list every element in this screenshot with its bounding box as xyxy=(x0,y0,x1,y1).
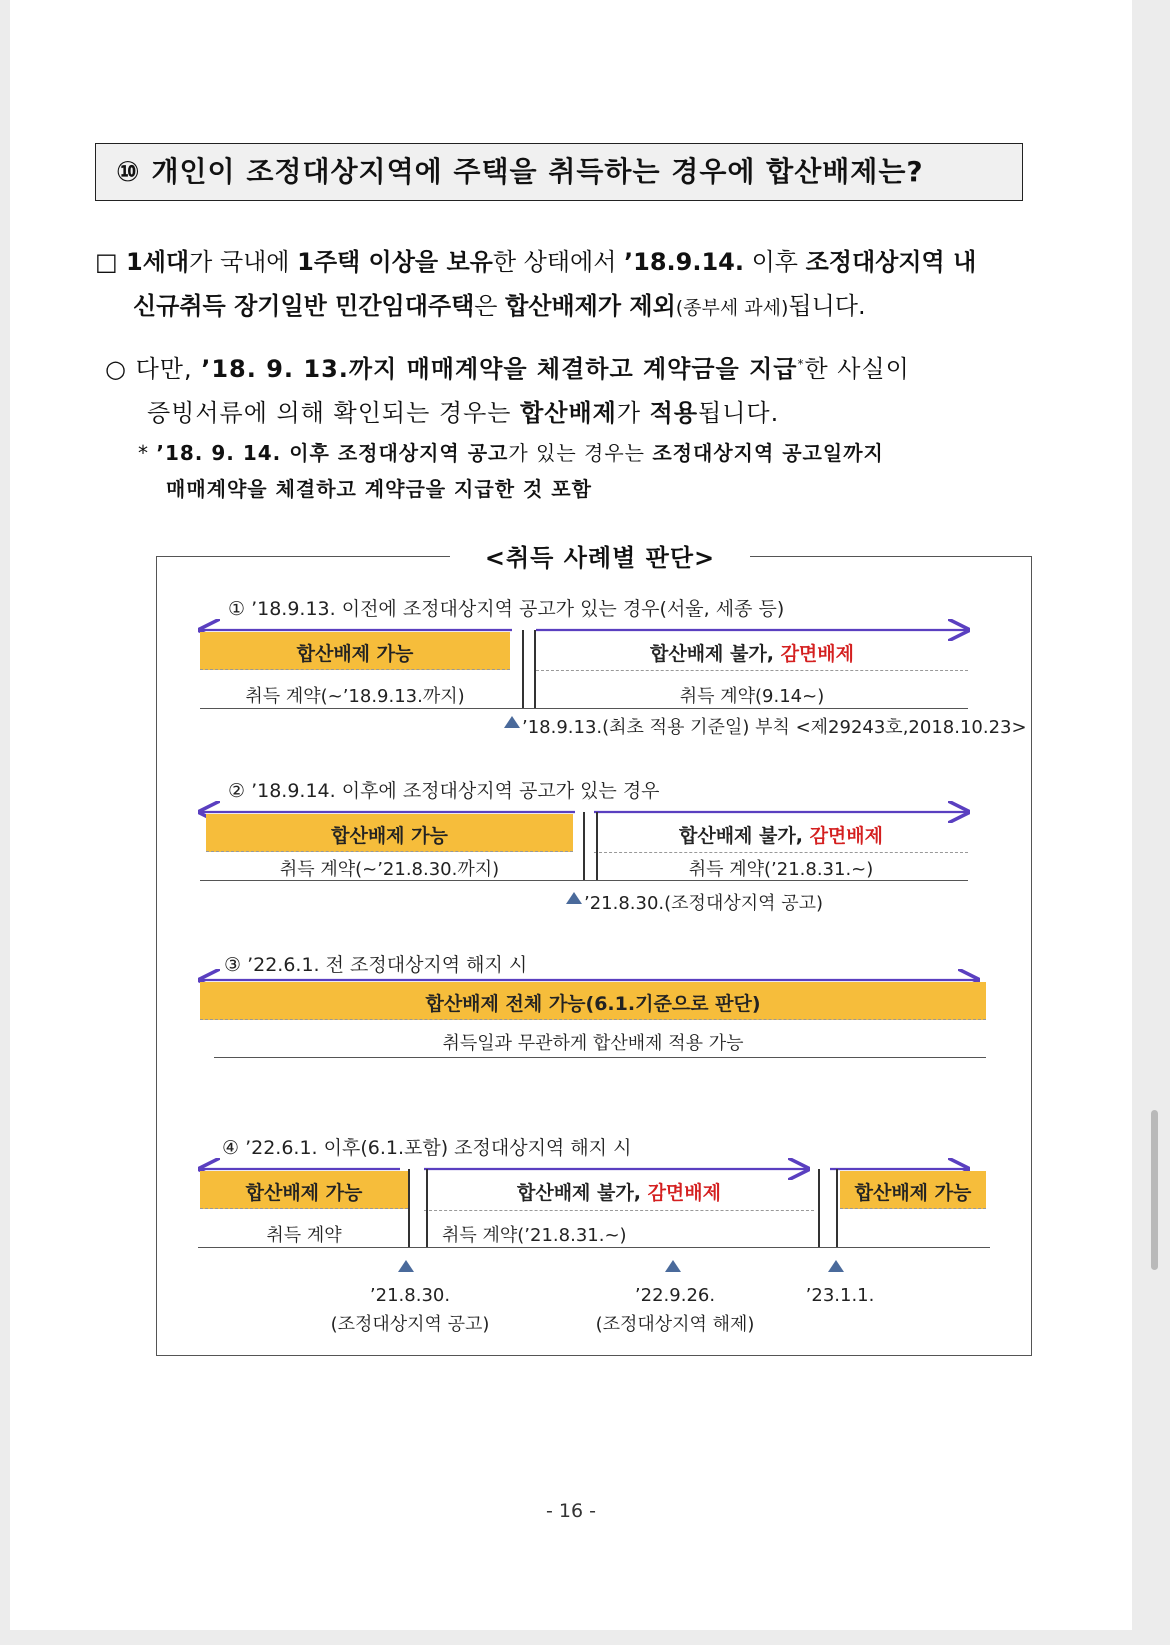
exception-paragraph-line-1: ○ 다만, ’18. 9. 13.까지 매매계약을 체결하고 계약금을 지급*한 사실이 xyxy=(105,355,910,383)
circle-bullet: ○ xyxy=(105,355,127,383)
case1-left-label: 합산배제 가능 xyxy=(296,643,414,665)
case4-marker3-date: ’23.1.1. xyxy=(805,1285,875,1306)
case4-right-label: 합산배제 가능 xyxy=(854,1182,972,1204)
case2-left-label: 합산배제 가능 xyxy=(331,825,448,847)
section-title: ⑩ 개인이 조정대상지역에 주택을 취득하는 경우에 합산배제는? xyxy=(95,143,1023,201)
main-paragraph-line-1: □ 1세대가 국내에 1주택 이상을 보유한 상태에서 ’18.9.14. 이후 조정대상지역 내 xyxy=(95,248,977,276)
vertical-scrollbar[interactable] xyxy=(1151,1110,1158,1270)
case4-marker1-date: ’21.8.30. xyxy=(369,1285,451,1306)
case2-right-label: 합산배제 불가, 감면배제 xyxy=(679,825,883,847)
case3-label: 합산배제 전체 가능(6.1.기준으로 판단) xyxy=(425,993,761,1015)
main-paragraph-line-2: 신규취득 장기일반 민간임대주택은 합산배제가 제외(종부세 과세)됩니다. xyxy=(133,292,866,320)
case4-marker1-icon xyxy=(398,1260,414,1272)
case1-right-label: 합산배제 불가, 감면배제 xyxy=(650,643,854,665)
case4-marker2-note: (조정대상지역 해제) xyxy=(595,1314,755,1335)
checkbox-bullet: □ xyxy=(95,248,118,276)
case2-caption: ② ’18.9.14. 이후에 조정대상지역 공고가 있는 경우 xyxy=(228,780,660,802)
page-number: - 16 - xyxy=(546,1500,596,1522)
case1-marker-icon xyxy=(504,716,520,728)
case3-caption: ③ ’22.6.1. 전 조정대상지역 해지 시 xyxy=(224,954,528,976)
case4-marker2-icon xyxy=(665,1260,681,1272)
exception-paragraph-line-2: 증빙서류에 의해 확인되는 경우는 합산배제가 적용됩니다. xyxy=(147,399,780,427)
case3-sub: 취득일과 무관하게 합산배제 적용 가능 xyxy=(442,1033,744,1054)
case2-marker-label: ’21.8.30.(조정대상지역 공고) xyxy=(584,893,824,914)
case1-left-sub: 취득 계약(~’18.9.13.까지) xyxy=(245,686,465,707)
case4-left-sub: 취득 계약 xyxy=(266,1225,342,1246)
case4-marker3-icon xyxy=(828,1260,844,1272)
case4-mid-sub: 취득 계약(’21.8.31.~) xyxy=(442,1225,627,1246)
footnote: * ’18. 9. 14. 이후 조정대상지역 공고가 있는 경우는 조정대상지역 공고일까지 매매계약을 체결하고 계약금을 지급한 것 포함 xyxy=(138,441,884,501)
case1-right-sub: 취득 계약(9.14~) xyxy=(679,686,825,707)
case4-marker1-note: (조정대상지역 공고) xyxy=(330,1314,490,1335)
document-page xyxy=(10,0,1132,1630)
case4-mid-label: 합산배제 불가, 감면배제 xyxy=(517,1182,721,1204)
case2-right-sub: 취득 계약(’21.8.31.~) xyxy=(688,859,874,880)
case2-left-sub: 취득 계약(~’21.8.30.까지) xyxy=(279,859,500,880)
case-diagram-title: <취득 사례별 판단> xyxy=(450,538,750,573)
case4-caption: ④ ’22.6.1. 이후(6.1.포함) 조정대상지역 해지 시 xyxy=(222,1137,632,1159)
case4-marker2-date: ’22.9.26. xyxy=(634,1285,716,1306)
case4-left-label: 합산배제 가능 xyxy=(245,1182,363,1204)
case1-marker-label: ’18.9.13.(최초 적용 기준일) 부칙 <제29243호,2018.10.23> xyxy=(522,717,1027,738)
case1-caption: ① ’18.9.13. 이전에 조정대상지역 공고가 있는 경우(서울, 세종 등) xyxy=(228,598,785,620)
case2-marker-icon xyxy=(566,892,582,904)
